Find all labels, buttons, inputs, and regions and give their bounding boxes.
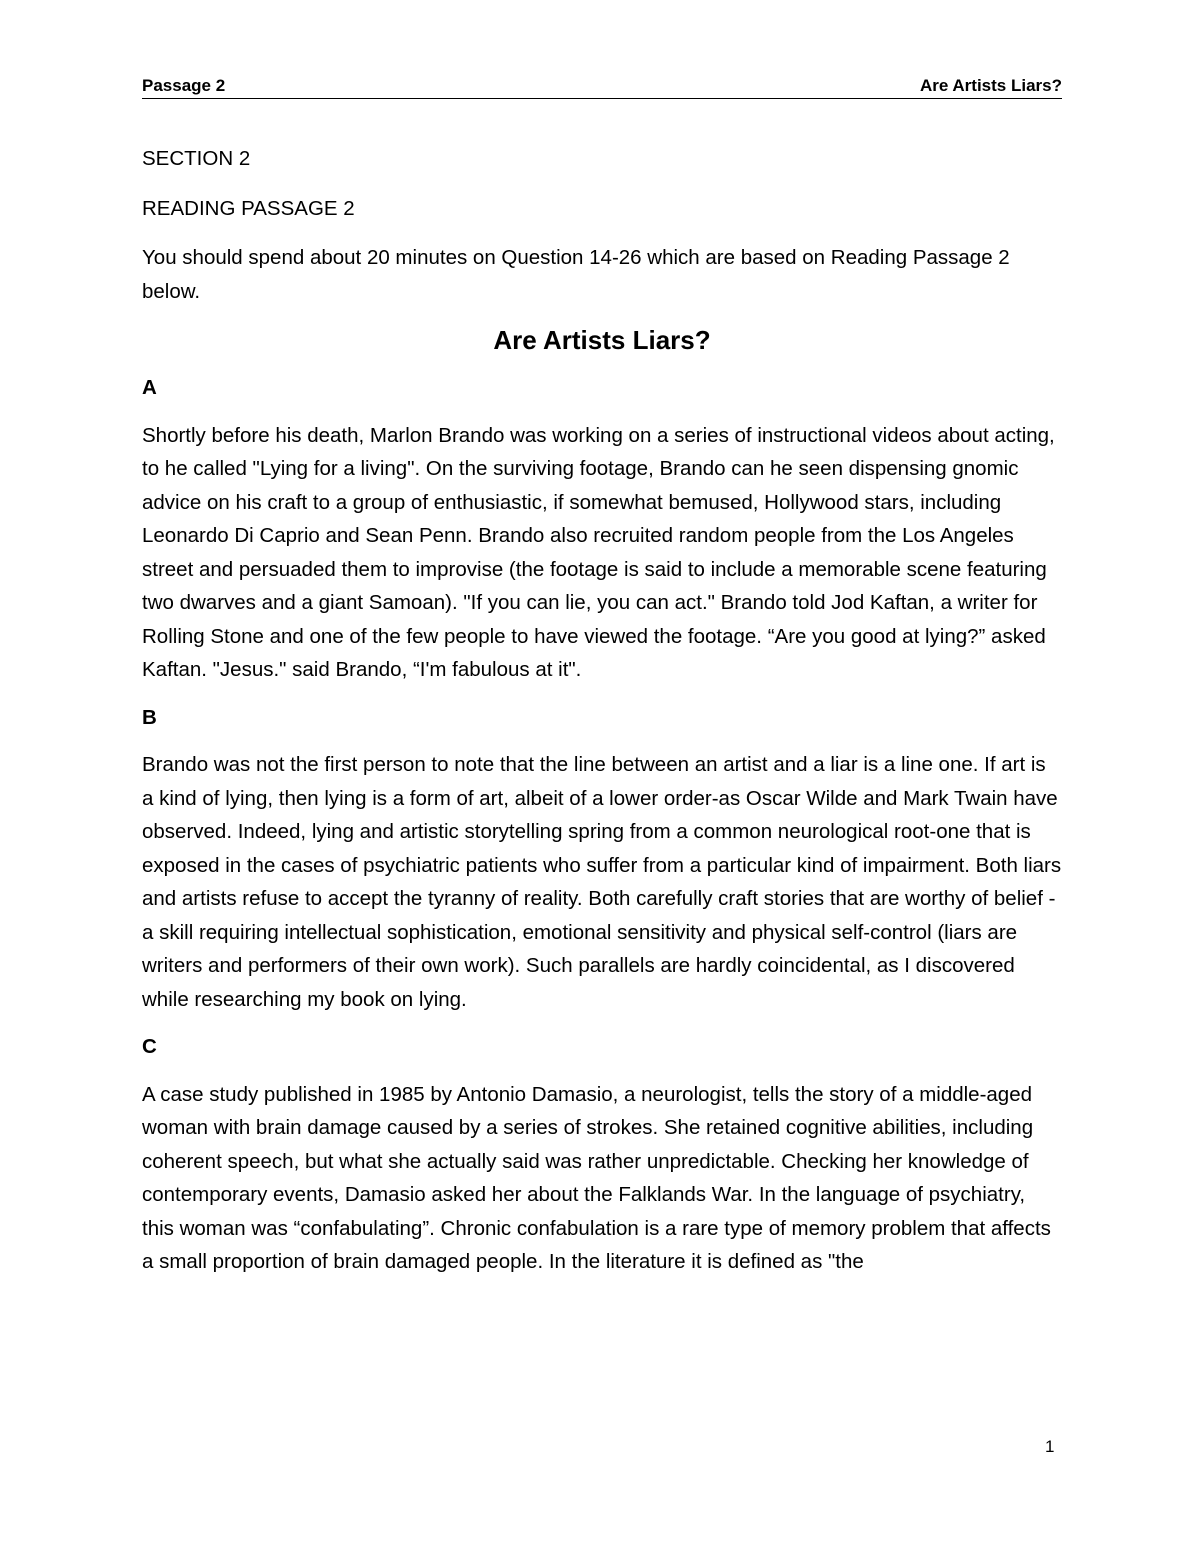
page-number: 1: [1045, 1437, 1055, 1456]
instructions: You should spend about 20 minutes on Question 14-26 which are based on Reading Passage 2 below.: [142, 246, 1010, 303]
passage-title: Are Artists Liars?: [493, 325, 711, 355]
paragraph-b: Brando was not the first person to note that the line between an artist and a liar is a line one. If art is a kind of lying, then lying is a form of art, albeit of a lower order-as Oscar Wilde and Mark Twain have observed. Indeed, lying and artistic storytelling spring from a common neurological root-one that is exposed in the cases of psychiatric patients who suffer from a particular kind of impairment. Both liars and artists refuse to accept the tyranny of reality. Both carefully craft stories that are worthy of belief - a skill requiring intellectual sophistication, emotional sensitivity and physical self-control (liars are writers and performers of their own work). Such parallels are hardly coincidental, as I discovered while researching my book on lying.: [142, 753, 1062, 1011]
header-title: Are Artists Liars?: [919, 76, 1062, 95]
document-body: [142, 142, 1062, 1293]
paragraph-label-c: C: [142, 1035, 157, 1058]
section-label: SECTION 2: [142, 147, 251, 170]
reading-passage-label: READING PASSAGE 2: [142, 196, 355, 220]
header-passage-label: Passage 2: [142, 76, 226, 95]
paragraph-label-a: A: [142, 376, 157, 399]
paragraph-label-b: B: [142, 705, 157, 729]
paragraph-a: Shortly before his death, Marlon Brando was working on a series of instructional videos about acting, to he called "Lying for a living". On the surviving footage, Brando can he seen dispensing gnomic advice on his craft to a group of enthusiastic, if somewhat bemused, Hollywood stars, including Leonardo Di Caprio and Sean Penn. Brando also recruited random people from the Los Angeles street and persuaded them to improvise (the footage is said to include a memorable scene featuring two dwarves and a giant Samoan). "If you can lie, you can act." Brando told Jod Kaftan, a writer for Rolling Stone and one of the few people to have viewed the footage. “Are you good at lying?” asked Kaftan. "Jesus." said Brando, “I'm fabulous at it".: [142, 423, 1055, 681]
page-header: [142, 74, 1062, 99]
paragraph-c: A case study published in 1985 by Antonio Damasio, a neurologist, tells the story of a middle-aged woman with brain damage caused by a series of strokes. She retained cognitive abilities, including coherent speech, but what she actually said was rather unpredictable. Checking her knowledge of contemporary events, Damasio asked her about the Falklands War. In the language of psychiatry, this woman was “confabulating”. Chronic confabulation is a rare type of memory problem that affects a small proportion of brain damaged people. In the literature it is defined as "the: [142, 1082, 1051, 1273]
